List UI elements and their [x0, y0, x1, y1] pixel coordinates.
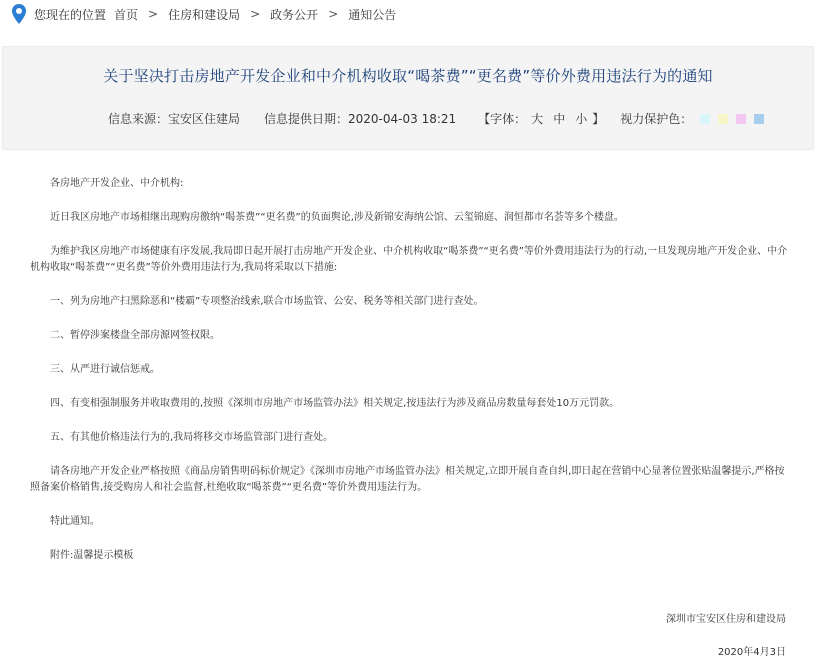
paragraph-closing: 特此通知。 [50, 516, 100, 527]
signature-date: 2020年4月3日 [717, 647, 786, 658]
paragraph-measure-4: 四、有变相强制服务并收取费用的,按照《深圳市房地产市场监管办法》相关规定,按违法行为涉及商品房数量每套处10万元罚款。 [50, 398, 620, 409]
article-body [30, 176, 790, 582]
breadcrumb-notices[interactable]: 通知公告 [348, 7, 397, 22]
eye-care-label: 视力保护色： [620, 112, 693, 126]
paragraph-measure-5: 五、有其他价格违法行为的,我局将移交市场监管部门进行查处。 [50, 432, 334, 443]
font-size-small-button[interactable]: 小 [575, 112, 588, 126]
article-meta [108, 110, 764, 127]
eye-care-swatch-pink[interactable] [736, 114, 746, 124]
breadcrumb-prefix: 您现在的位置 [34, 7, 107, 22]
eye-care-swatch-yellow[interactable] [718, 114, 728, 124]
signature-org: 深圳市宝安区住房和建设局 [666, 614, 786, 625]
paragraph-salutation: 各房地产开发企业、中介机构: [50, 178, 184, 189]
info-date: 信息提供日期：2020-04-03 18:21 [264, 112, 457, 126]
info-source: 信息来源：宝安区住建局 [108, 112, 241, 126]
paragraph-measure-2: 二、暂停涉案楼盘全部房源网签权限。 [50, 330, 220, 341]
location-pin-icon [12, 4, 26, 24]
attachment-link[interactable]: 附件:温馨提示模板 [50, 550, 134, 561]
paragraph-requirement: 请各房地产开发企业严格按照《商品房销售明码标价规定》《深圳市房地产市场监管办法》相关规定,立即开展自查自纠,即日起在营销中心显著位置张贴温馨提示,严格按照备案价格销售,接受购房人和社会监督,杜绝收取“喝茶费”“更名费”等价外费用违法行为。 [30, 466, 785, 493]
article-title: 关于坚决打击房地产开发企业和中介机构收取“喝茶费”“更名费”等价外费用违法行为的通知 [103, 67, 713, 85]
font-size-label-close: 】 [592, 112, 605, 126]
breadcrumb-separator: > [328, 7, 339, 21]
eye-care-swatch-cyan[interactable] [700, 114, 710, 124]
breadcrumb-separator: > [148, 7, 159, 21]
breadcrumb-separator: > [250, 7, 261, 21]
paragraph-measure-3: 三、从严进行诚信惩戒。 [50, 364, 160, 375]
breadcrumb-housing-bureau[interactable]: 住房和建设局 [168, 7, 241, 22]
font-size-large-button[interactable]: 大 [531, 112, 544, 126]
breadcrumb-home[interactable]: 首页 [114, 7, 139, 22]
eye-care-swatch-blue[interactable] [754, 114, 764, 124]
breadcrumb-gov-affairs[interactable]: 政务公开 [270, 7, 319, 22]
font-size-medium-button[interactable]: 中 [553, 112, 566, 126]
paragraph-action: 为维护我区房地产市场健康有序发展,我局即日起开展打击房地产开发企业、中介机构收取“喝茶费”“更名费”等价外费用违法行为的行动,一旦发现房地产开发企业、中介机构收取“喝茶费”“更名费”等价外费用违法行为,我局将采取以下措施: [30, 246, 788, 273]
paragraph-background: 近日我区房地产市场相继出现购房徼纳“喝茶费”“更名费”的负面舆论,涉及新锦安海纳公馆、云玺锦庭、润恒都市名荟等多个楼盘。 [50, 212, 624, 223]
paragraph-measure-1: 一、列为房地产扫黑除恶和“楼霸”专项整治线索,联合市场监管、公安、税务等相关部门进行查处。 [50, 296, 484, 307]
breadcrumb [12, 3, 396, 25]
article-header [2, 46, 814, 150]
font-size-label: 【字体： [478, 112, 527, 126]
